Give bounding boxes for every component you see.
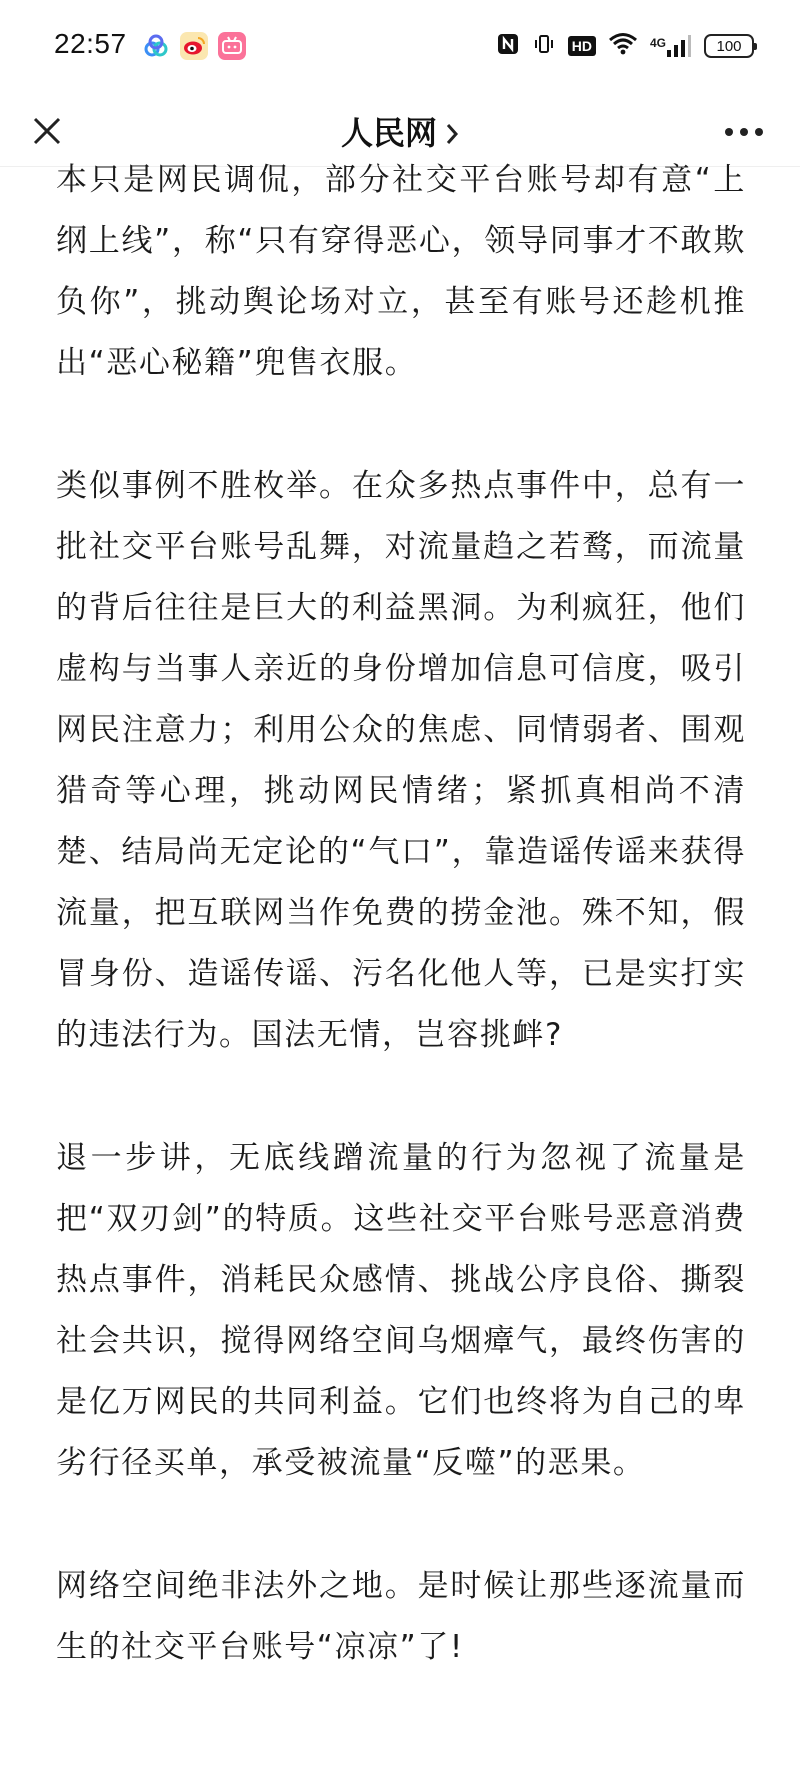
page-title-text: 人民网 [340, 114, 437, 152]
status-indicators [496, 32, 754, 60]
article-body [56, 150, 746, 1740]
bilibili-icon [218, 32, 246, 60]
more-icon [724, 127, 764, 137]
baidu-netdisk-icon [142, 32, 170, 60]
chevron-right-icon [445, 116, 459, 154]
status-bar [0, 0, 800, 96]
article-paragraph: 网络空间绝非法外之地。是时候让那些逐流量而生的社交平台账号“凉凉”了! [56, 1568, 746, 1665]
wifi-icon [608, 32, 638, 60]
battery-indicator: 100 [704, 34, 754, 58]
hd-icon: HD [568, 36, 596, 56]
more-button[interactable] [716, 110, 772, 154]
article-paragraph: 本只是网民调侃，部分社交平台账号却有意“上纲上线”，称“只有穿得恶心，领导同事才不敢欺负你”，挑动舆论场对立，甚至有账号还趁机推出“恶心秘籍”兜售衣服。 [56, 162, 746, 381]
article-paragraph: 类似事例不胜枚举。在众多热点事件中，总有一批社交平台账号乱舞，对流量趋之若鹜，而流量的背后往往是巨大的利益黑洞。为利疯狂，他们虚构与当事人亲近的身份增加信息可信度，吸引网民注意力；利用公众的焦虑、同情弱者、围观猎奇等心理，挑动网民情绪；紧抓真相尚不清楚、结局尚无定论的“气口”，靠造谣传谣来获得流量，把互联网当作免费的捞金池。殊不知，假冒身份、造谣传谣、污名化他人等，已是实打实的违法行为。国法无情，岂容挑衅? [56, 468, 746, 1053]
vibrate-icon [532, 32, 556, 60]
page-title[interactable] [0, 108, 800, 154]
status-app-icons [142, 32, 246, 60]
article-paragraph: 退一步讲，无底线蹭流量的行为忽视了流量是把“双刃剑”的特质。这些社交平台账号恶意消费热点事件，消耗民众感情、挑战公序良俗、撕裂社会共识，搅得网络空间乌烟瘴气，最终伤害的是亿万网民的共同利益。它们也终将为自己的卑劣行径买单，承受被流量“反噬”的恶果。 [56, 1140, 746, 1481]
status-time: 22:57 [54, 28, 127, 59]
weibo-icon [180, 32, 208, 60]
signal-4g-icon [650, 34, 692, 58]
network-type-label: 4G [649, 36, 666, 50]
nfc-icon [496, 32, 520, 60]
